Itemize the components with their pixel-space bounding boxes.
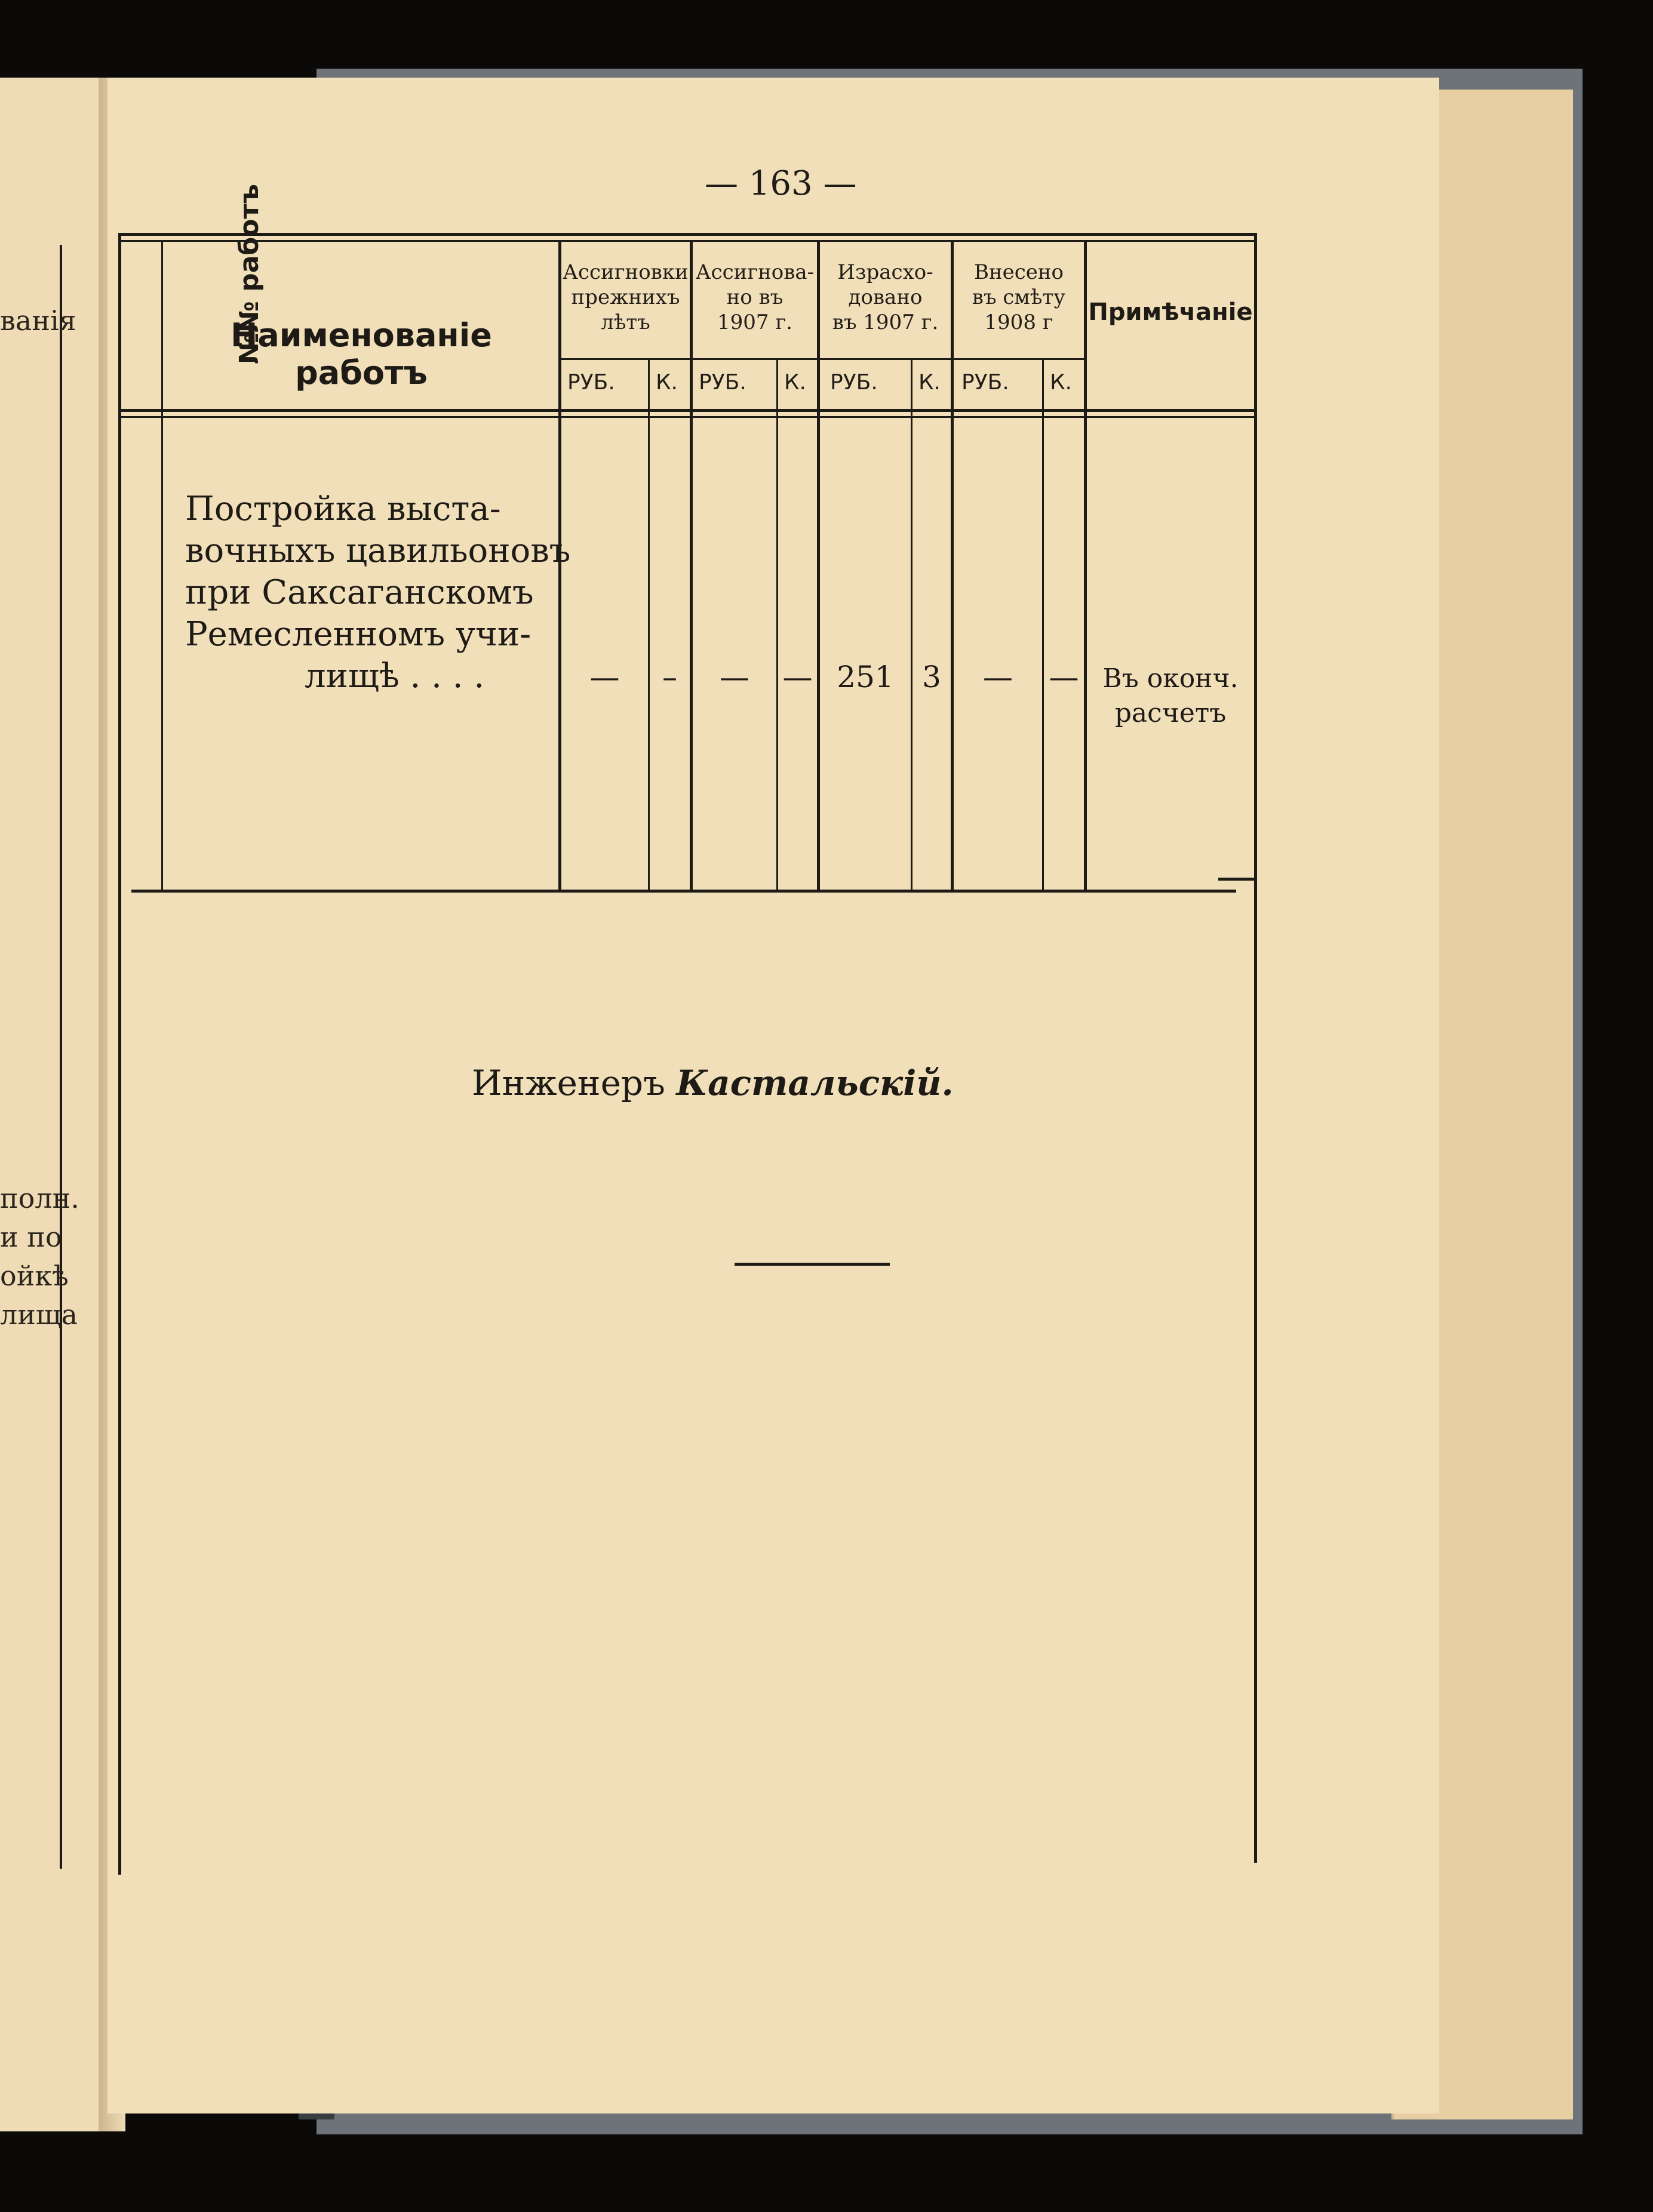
col-rule — [690, 242, 693, 890]
work-name-line: Постройка выста- — [185, 490, 501, 528]
unit-rub: РУБ. — [699, 370, 746, 395]
subheader-rule — [561, 358, 1087, 360]
col-rule — [1042, 358, 1044, 890]
header-assign-prev: Ассигновки прежнихъ лѣтъ — [563, 260, 689, 334]
col-rule — [911, 358, 912, 890]
col-rule — [817, 242, 820, 890]
spent-1907-kop: 3 — [922, 660, 941, 694]
page-left-rule — [118, 233, 121, 1875]
work-name-line: вочныхъ цавильоновъ — [185, 531, 571, 570]
col-rule — [951, 242, 954, 890]
unit-rub: РУБ. — [567, 370, 615, 395]
left-page-fragment: ойкѣ — [0, 1260, 69, 1292]
assign-1907-kop: — — [782, 660, 813, 694]
header-spent-1907: Израсхо- довано въ 1907 г. — [832, 260, 939, 334]
closing-rule — [735, 1263, 890, 1266]
col-rule — [648, 358, 650, 890]
document-page — [107, 78, 1439, 2113]
assign-1907-rub: — — [720, 660, 749, 694]
header-budget-1908: Внесено въ смѣту 1908 г — [972, 260, 1066, 334]
unit-kop: К. — [1050, 370, 1073, 395]
table-top-rule — [119, 233, 1254, 236]
unit-kop: К. — [784, 370, 807, 395]
left-page-fragment: полн. — [0, 1182, 79, 1214]
unit-kop: К. — [656, 370, 678, 395]
left-page-rule — [60, 245, 62, 1869]
table-bottom-rule-end — [1218, 878, 1254, 881]
col-rule — [161, 242, 163, 890]
table-bottom-rule — [131, 890, 1236, 893]
budget-1908-rub: — — [983, 660, 1013, 694]
header-note: Примѣчаніе — [1088, 299, 1253, 326]
unit-kop: К. — [918, 370, 941, 395]
header-assign-1907: Ассигнова- но въ 1907 г. — [695, 260, 815, 334]
header-name: Наименованіе работъ — [231, 316, 492, 392]
signature-name: Кастальскій. — [676, 1063, 954, 1103]
row-note: Въ оконч. расчетъ — [1102, 663, 1239, 728]
work-name-line: Ремесленномъ учи- — [185, 615, 531, 654]
left-page-fragment: лища — [0, 1299, 78, 1331]
col-rule — [1084, 242, 1087, 890]
left-page — [0, 78, 105, 2131]
left-page-fragment: ванія — [0, 304, 76, 337]
header-number-column: №№ работъ — [234, 184, 265, 364]
col-rule — [776, 358, 778, 890]
assign-prev-rub: — — [589, 660, 620, 694]
assign-prev-kop: – — [662, 660, 677, 694]
budget-1908-kop: — — [1049, 660, 1079, 694]
work-name-line: лищѣ . . . . — [305, 657, 485, 696]
page-right-rule — [1254, 233, 1257, 1863]
left-page-fragment: и по — [0, 1221, 62, 1253]
unit-rub: РУБ. — [961, 370, 1009, 395]
signature — [472, 1063, 954, 1103]
page-number: — 163 — — [705, 164, 857, 203]
signature-title: Инженеръ — [472, 1063, 665, 1103]
spent-1907-rub: 251 — [837, 660, 894, 694]
work-name-line: при Саксаганскомъ — [185, 573, 534, 612]
unit-rub: РУБ. — [830, 370, 878, 395]
